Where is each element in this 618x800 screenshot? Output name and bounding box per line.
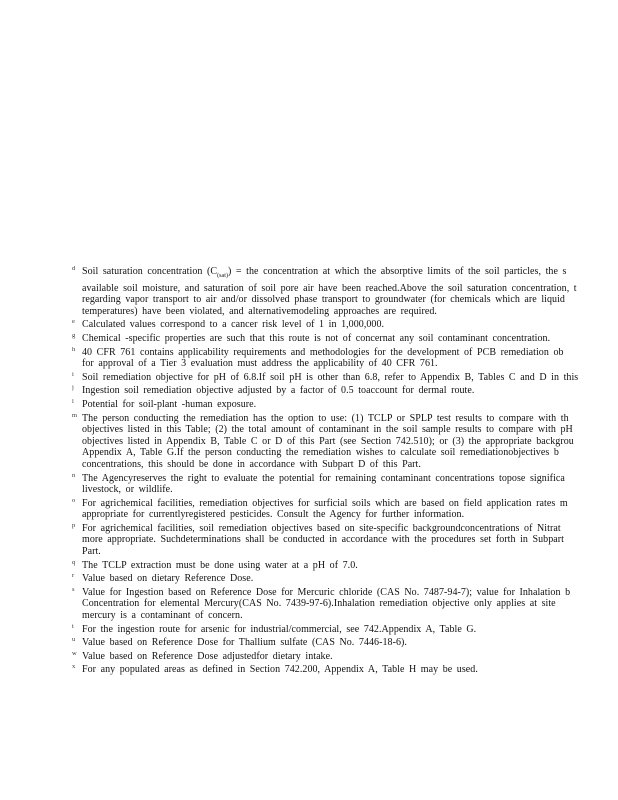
footnote-marker: s	[72, 586, 75, 593]
footnote-marker: r	[72, 573, 75, 580]
footnote-line: livestock, or wildlife.	[82, 484, 173, 496]
footnote-marker: l	[72, 398, 74, 405]
footnote-marker: q	[72, 559, 76, 566]
footnote-line: Value based on dietary Reference Dose.	[82, 573, 254, 585]
footnote-line: mercury is a contaminant of concern.	[82, 610, 243, 622]
footnote-marker: x	[72, 664, 76, 671]
subscript-sat: (sat)	[217, 273, 228, 279]
footnote-line: Soil saturation concentration $(C_{(sat)})$ = the concentration at which the absorptive limits of the soil particles, the s	[82, 266, 567, 279]
footnote-marker: i	[72, 371, 74, 378]
footnote-line: temperatures) have been violated, and alternativemodeling approaches are required.	[82, 305, 437, 317]
footnote-line: Chemical -specific properties are such that this route is not of concernat any soil contaminant concentration.	[82, 332, 551, 344]
footnote-t	[72, 624, 618, 636]
footnote-marker: w	[72, 650, 77, 657]
footnote-line: Appendix A, Table G.If the person conducting the remediation wishes to calculate soil remediationobjectives b	[82, 447, 559, 459]
footnote-line: Calculated values correspond to a cancer risk level of 1 in 1,000,000.	[82, 319, 385, 331]
footnote-u	[72, 637, 618, 649]
footnote-marker: d	[72, 266, 76, 272]
footnote-line: more appropriate. Suchdeterminations shall be conducted in accordance with the procedures set forth in Subpart	[82, 534, 564, 546]
footnote-l	[72, 399, 618, 411]
footnote-e	[72, 319, 618, 331]
footnote-line: for approval of a Tier 3 evaluation must address the applicability of 40 CFR 761.	[82, 358, 438, 370]
footnote-line: Potential for soil-plant -human exposure.	[82, 398, 257, 410]
footnote-line: available soil moisture, and saturation of soil pore air have been reached.Above the soil saturation concentration, t	[82, 282, 577, 294]
footnote-marker: o	[72, 497, 76, 504]
footnote-marker: t	[72, 623, 74, 630]
footnote-line: For the ingestion route for arsenic for industrial/commercial, see 742.Appendix A, Table G.	[82, 623, 477, 635]
footnote-h	[72, 347, 618, 370]
footnote-line: Part.	[82, 546, 101, 558]
footnote-line: regarding vapor transport to air and/or dissolved phase transport to groundwater (for chemicals which are liquid	[82, 294, 565, 306]
footnote-line: Ingestion soil remediation objective adjusted by a factor of 0.5 toaccount for dermal route.	[82, 385, 475, 397]
footnote-o	[72, 498, 618, 521]
footnote-line: objectives listed in this Table; (2) the total amount of contaminant in the soil sample results to compare with pH	[82, 424, 573, 436]
footnote-marker: p	[72, 522, 76, 529]
footnote-line: concentrations, this should be done in accordance with Subpart D of this Part.	[82, 458, 421, 470]
footnote-marker: j	[72, 385, 74, 392]
footnote-line: For any populated areas as defined in Section 742.200, Appendix A, Table H may be used.	[82, 664, 478, 676]
footnote-line: The TCLP extraction must be done using water at a pH of 7.0.	[82, 559, 358, 571]
footnote-m	[72, 413, 618, 471]
footnote-g	[72, 333, 618, 345]
footnote-marker: h	[72, 346, 76, 353]
footnote-line: Value for Ingestion based on Reference Dose for Mercuric chloride (CAS No. 7487-94-7); value for Inhalation b	[82, 586, 571, 598]
footnote-q	[72, 560, 618, 572]
footnote-line: For agrichemical facilities, remediation objectives for surficial soils which are based on field application rates m	[82, 497, 568, 509]
footnote-line-continuation: ) = the concentration at which the absorptive limits of the soil particles, the s	[228, 266, 567, 277]
footnote-line: Concentration for elemental Mercury(CAS No. 7439-97-6).Inhalation remediation objective only applies at site	[82, 598, 556, 610]
footnote-line: appropriate for currentlyregistered pesticides. Consult the Agency for further information.	[82, 509, 465, 521]
footnote-line: 40 CFR 761 contains applicability requirements and methodologies for the development of PCB remediation ob	[82, 346, 564, 358]
footnote-x	[72, 664, 618, 676]
footnote-n	[72, 473, 618, 496]
footnote-line: For agrichemical facilities, soil remediation objectives based on site-specific backgroundconcentrations of Nitrat	[82, 522, 561, 534]
footnote-r	[72, 573, 618, 585]
footnote-s	[72, 587, 618, 622]
footnote-p	[72, 523, 618, 558]
footnote-marker: e	[72, 319, 75, 326]
footnote-marker: u	[72, 637, 76, 644]
footnote-line: Value based on Reference Dose adjustedfor dietary intake.	[82, 650, 333, 662]
footnote-j	[72, 385, 618, 397]
footnote-line: objectives listed in Appendix B, Table C or D of this Part (see Section 742.510); or (3) the appropriate backgrou	[82, 435, 574, 447]
footnote-line: The Agencyreserves the right to evaluate the potential for remaining contaminant concentrations topose significa	[82, 472, 565, 484]
footnote-line: Soil remediation objective for pH of 6.8.If soil pH is other than 6.8, refer to Appendix B, Tables C and D in this	[82, 371, 579, 383]
footnote-i	[72, 372, 618, 384]
footnote-marker: g	[72, 332, 76, 339]
footnotes-list	[72, 266, 618, 678]
footnote-w	[72, 651, 618, 663]
footnote-d	[72, 266, 618, 317]
footnote-marker: n	[72, 472, 76, 479]
footnote-line: Value based on Reference Dose for Thallium sulfate (CAS No. 7446-18-6).	[82, 637, 407, 649]
footnote-line: The person conducting the remediation has the option to use: (1) TCLP or SPLP test results to compare with th	[82, 412, 569, 424]
footnote-marker: m	[72, 412, 78, 419]
